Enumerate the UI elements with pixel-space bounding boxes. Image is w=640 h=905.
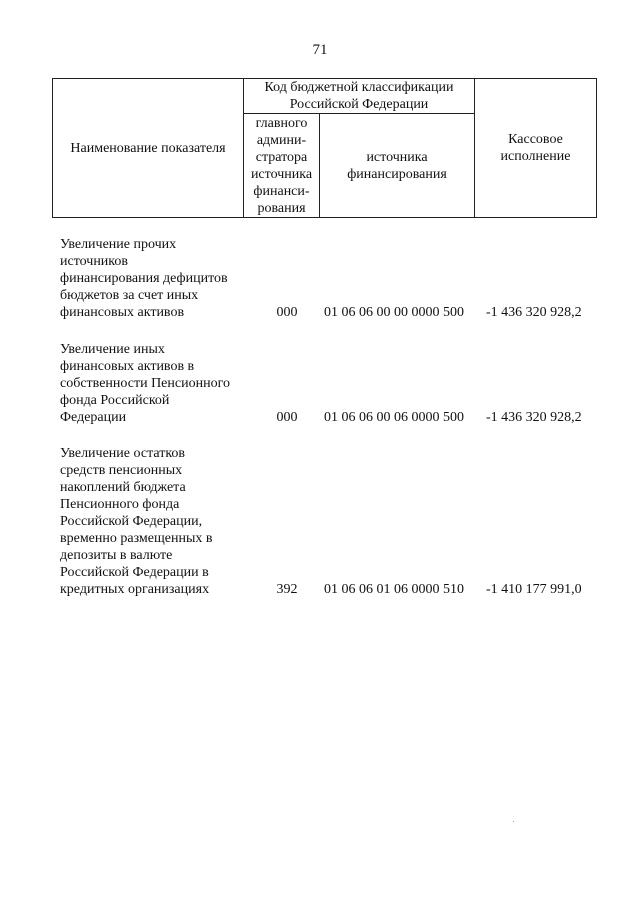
header-execution-line-1: Кассовое (508, 132, 563, 147)
row-indicator-name: Увеличение иных финансовых активов в собственности Пенсионного фонда Российской Федерации (60, 342, 230, 425)
row-admin-code: 392 (276, 582, 298, 597)
header-execution-line-2: исполнение (500, 149, 571, 164)
header-admin-line-6: рования (257, 200, 306, 216)
header-admin-column (244, 114, 320, 218)
header-admin-line-4: источника (250, 166, 313, 182)
row-source-code: 01 06 06 00 00 0000 500 (324, 305, 464, 320)
row-source-code: 01 06 06 00 06 0000 500 (324, 410, 464, 425)
row-source-code: 01 06 06 01 06 0000 510 (324, 582, 464, 597)
header-admin-line-5: финанси- (253, 183, 310, 199)
header-code-group-line-2: Российской Федерации (289, 97, 429, 112)
row-execution-amount: -1 436 320 928,2 (486, 410, 582, 425)
header-source-column (320, 114, 475, 218)
row-indicator-name: Увеличение остатков средств пенсионных накоплений бюджета Пенсионного фонда Российской Федерации, временно размещенных в депозиты в валюте Российской Федерации в кредитных организациях (60, 446, 213, 597)
table-header (52, 78, 597, 218)
header-name-label: Наименование показателя (70, 140, 226, 156)
row-indicator-name: Увеличение прочих источников финансирования дефицитов бюджетов за счет иных финансовых активов (60, 237, 228, 320)
header-admin-line-2: админи- (256, 132, 307, 148)
row-admin-code: 000 (276, 410, 298, 425)
header-source-line-1: источника (366, 149, 428, 165)
row-admin-code: 000 (276, 305, 298, 320)
row-execution-amount: -1 410 177 991,0 (486, 582, 582, 597)
header-admin-line-3: стратора (255, 149, 308, 165)
header-code-group (244, 79, 475, 114)
scan-speck (513, 821, 514, 822)
header-execution-column (475, 79, 597, 218)
page-number: 71 (312, 42, 328, 58)
header-code-group-line-1: Код бюджетной классификации (264, 80, 454, 95)
header-name-column (53, 79, 244, 218)
row-execution-amount: -1 436 320 928,2 (486, 305, 582, 320)
header-admin-line-1: главного (255, 115, 308, 131)
header-source-line-2: финансирования (347, 166, 447, 182)
